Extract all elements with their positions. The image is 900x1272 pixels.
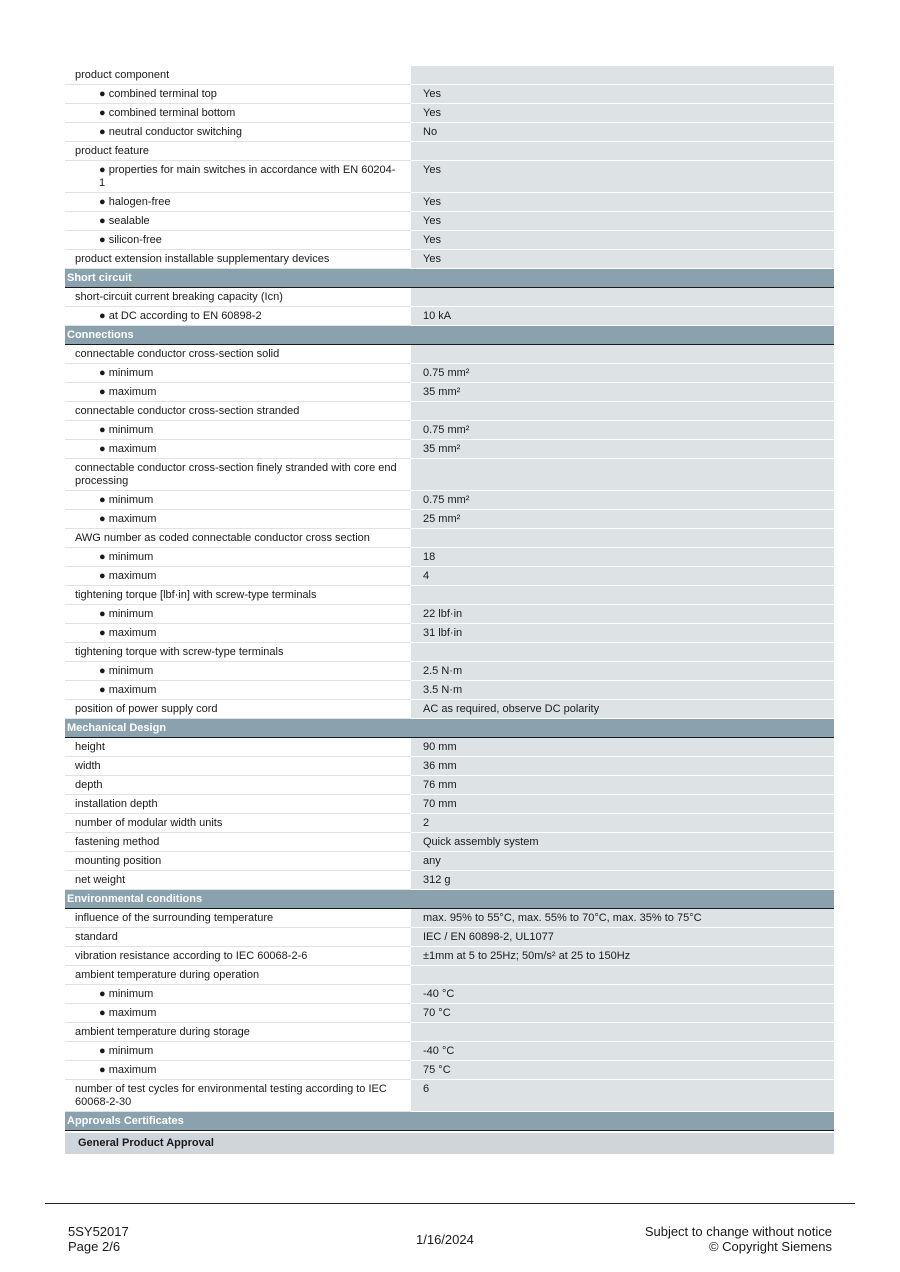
footer-divider: [45, 1203, 855, 1204]
spec-row: [65, 757, 834, 776]
spec-subrow: [65, 1061, 834, 1080]
spec-row: [65, 795, 834, 814]
spec-value: 90 mm: [411, 738, 834, 757]
spec-label: AWG number as coded connectable conductor cross section: [65, 529, 411, 548]
spec-subrow: [65, 567, 834, 586]
spec-value: Yes: [411, 212, 834, 231]
spec-value: 4: [411, 567, 834, 586]
spec-row: [65, 814, 834, 833]
spec-subrow: [65, 212, 834, 231]
spec-label: product feature: [65, 142, 411, 161]
spec-value: [411, 529, 834, 548]
approval-category: General Product Approval: [65, 1133, 834, 1154]
spec-value: 2: [411, 814, 834, 833]
spec-row: [65, 700, 834, 719]
spec-value: 25 mm²: [411, 510, 834, 529]
spec-label: installation depth: [65, 795, 411, 814]
spec-value: Yes: [411, 161, 834, 193]
footer-date: 1/16/2024: [416, 1232, 474, 1247]
spec-subrow: [65, 231, 834, 250]
spec-label: ● silicon-free: [65, 231, 411, 250]
spec-subrow: [65, 440, 834, 459]
copyright: © Copyright Siemens: [708, 1239, 832, 1254]
spec-label: ● maximum: [65, 510, 411, 529]
spec-label: ● maximum: [65, 1061, 411, 1080]
spec-label: ● minimum: [65, 1042, 411, 1061]
spec-subrow: [65, 605, 834, 624]
spec-row: [65, 966, 834, 985]
spec-label: ● maximum: [65, 440, 411, 459]
spec-label: ambient temperature during storage: [65, 1023, 411, 1042]
spec-value: AC as required, observe DC polarity: [411, 700, 834, 719]
section-header: Approvals Certificates: [65, 1112, 834, 1131]
spec-value: 35 mm²: [411, 440, 834, 459]
spec-row: [65, 250, 834, 269]
spec-label: ● maximum: [65, 681, 411, 700]
spec-label: ● maximum: [65, 383, 411, 402]
spec-value: Yes: [411, 193, 834, 212]
spec-label: ● minimum: [65, 364, 411, 383]
spec-label: fastening method: [65, 833, 411, 852]
spec-table: [65, 66, 834, 1154]
spec-label: connectable conductor cross-section finely stranded with core end processing: [65, 459, 411, 491]
spec-value: 312 g: [411, 871, 834, 890]
spec-label: ● halogen-free: [65, 193, 411, 212]
spec-label: ● at DC according to EN 60898-2: [65, 307, 411, 326]
spec-label: position of power supply cord: [65, 700, 411, 719]
spec-row: [65, 852, 834, 871]
spec-value: 75 °C: [411, 1061, 834, 1080]
spec-subrow: [65, 510, 834, 529]
spec-subrow: [65, 85, 834, 104]
spec-row: [65, 288, 834, 307]
spec-row: [65, 871, 834, 890]
spec-label: number of modular width units: [65, 814, 411, 833]
spec-label: influence of the surrounding temperature: [65, 909, 411, 928]
spec-value: [411, 345, 834, 364]
spec-label: product extension installable supplementary devices: [65, 250, 411, 269]
spec-subrow: [65, 662, 834, 681]
spec-subrow: [65, 985, 834, 1004]
spec-label: vibration resistance according to IEC 60068-2-6: [65, 947, 411, 966]
spec-row: [65, 586, 834, 605]
spec-label: ● maximum: [65, 567, 411, 586]
page-number: Page 2/6: [68, 1239, 121, 1254]
spec-label: ● minimum: [65, 662, 411, 681]
spec-value: Yes: [411, 231, 834, 250]
spec-subrow: [65, 421, 834, 440]
spec-subrow: [65, 548, 834, 567]
section-header: Mechanical Design: [65, 719, 834, 738]
spec-value: 3.5 N·m: [411, 681, 834, 700]
spec-value: [411, 142, 834, 161]
spec-row: [65, 459, 834, 491]
spec-value: [411, 643, 834, 662]
spec-value: max. 95% to 55°C, max. 55% to 70°C, max. 35% to 75°C: [411, 909, 834, 928]
spec-subrow: [65, 193, 834, 212]
spec-subrow: [65, 624, 834, 643]
spec-value: [411, 459, 834, 491]
spec-value: -40 °C: [411, 985, 834, 1004]
spec-label: ● minimum: [65, 548, 411, 567]
spec-row: [65, 1080, 834, 1112]
spec-value: -40 °C: [411, 1042, 834, 1061]
article-number: 5SY52017: [68, 1224, 129, 1239]
spec-value: IEC / EN 60898-2, UL1077: [411, 928, 834, 947]
spec-subrow: [65, 364, 834, 383]
spec-label: product component: [65, 66, 411, 85]
spec-label: number of test cycles for environmental testing according to IEC 60068-2-30: [65, 1080, 411, 1112]
footer-right: [645, 1224, 832, 1254]
spec-value: 70 °C: [411, 1004, 834, 1023]
spec-value: 76 mm: [411, 776, 834, 795]
spec-label: ● minimum: [65, 605, 411, 624]
spec-row: [65, 947, 834, 966]
spec-value: 0.75 mm²: [411, 421, 834, 440]
spec-row: [65, 402, 834, 421]
spec-value: 70 mm: [411, 795, 834, 814]
spec-row: [65, 345, 834, 364]
spec-label: depth: [65, 776, 411, 795]
spec-value: 2.5 N·m: [411, 662, 834, 681]
spec-row: [65, 142, 834, 161]
spec-label: width: [65, 757, 411, 776]
spec-label: height: [65, 738, 411, 757]
spec-label: connectable conductor cross-section solid: [65, 345, 411, 364]
spec-value: 36 mm: [411, 757, 834, 776]
spec-value: Yes: [411, 85, 834, 104]
spec-label: net weight: [65, 871, 411, 890]
spec-value: Quick assembly system: [411, 833, 834, 852]
footer-left: [68, 1224, 129, 1254]
spec-subrow: [65, 1042, 834, 1061]
spec-value: 31 lbf·in: [411, 624, 834, 643]
spec-row: [65, 66, 834, 85]
spec-value: [411, 586, 834, 605]
spec-value: [411, 1023, 834, 1042]
spec-row: [65, 738, 834, 757]
spec-value: No: [411, 123, 834, 142]
section-header: Short circuit: [65, 269, 834, 288]
spec-value: 0.75 mm²: [411, 364, 834, 383]
spec-row: [65, 643, 834, 662]
spec-value: 6: [411, 1080, 834, 1112]
spec-value: 18: [411, 548, 834, 567]
spec-label: standard: [65, 928, 411, 947]
spec-subrow: [65, 1004, 834, 1023]
spec-subrow: [65, 104, 834, 123]
spec-label: ● properties for main switches in accordance with EN 60204-1: [65, 161, 411, 193]
spec-subrow: [65, 491, 834, 510]
spec-value: Yes: [411, 104, 834, 123]
spec-subrow: [65, 307, 834, 326]
spec-row: [65, 833, 834, 852]
spec-value: 22 lbf·in: [411, 605, 834, 624]
spec-row: [65, 909, 834, 928]
spec-row: [65, 1023, 834, 1042]
spec-label: short-circuit current breaking capacity (Icn): [65, 288, 411, 307]
spec-value: [411, 966, 834, 985]
spec-label: ● maximum: [65, 624, 411, 643]
spec-value: ±1mm at 5 to 25Hz; 50m/s² at 25 to 150Hz: [411, 947, 834, 966]
spec-label: tightening torque with screw-type terminals: [65, 643, 411, 662]
spec-value: [411, 288, 834, 307]
section-header: Connections: [65, 326, 834, 345]
spec-value: any: [411, 852, 834, 871]
spec-label: tightening torque [lbf·in] with screw-type terminals: [65, 586, 411, 605]
spec-row: [65, 529, 834, 548]
spec-subrow: [65, 681, 834, 700]
spec-subrow: [65, 383, 834, 402]
spec-value: [411, 66, 834, 85]
change-notice: Subject to change without notice: [644, 1224, 832, 1239]
spec-label: ● combined terminal top: [65, 85, 411, 104]
spec-label: connectable conductor cross-section stranded: [65, 402, 411, 421]
spec-subrow: [65, 161, 834, 193]
section-header: Environmental conditions: [65, 890, 834, 909]
spec-label: ● sealable: [65, 212, 411, 231]
spec-row: [65, 776, 834, 795]
spec-row: [65, 928, 834, 947]
spec-value: 10 kA: [411, 307, 834, 326]
spec-label: ● minimum: [65, 421, 411, 440]
spec-subrow: [65, 123, 834, 142]
spec-value: 35 mm²: [411, 383, 834, 402]
spec-label: ● combined terminal bottom: [65, 104, 411, 123]
spec-value: Yes: [411, 250, 834, 269]
spec-label: ambient temperature during operation: [65, 966, 411, 985]
spec-value: 0.75 mm²: [411, 491, 834, 510]
spec-label: mounting position: [65, 852, 411, 871]
spec-label: ● maximum: [65, 1004, 411, 1023]
spec-label: ● minimum: [65, 491, 411, 510]
spec-label: ● neutral conductor switching: [65, 123, 411, 142]
spec-value: [411, 402, 834, 421]
spec-label: ● minimum: [65, 985, 411, 1004]
